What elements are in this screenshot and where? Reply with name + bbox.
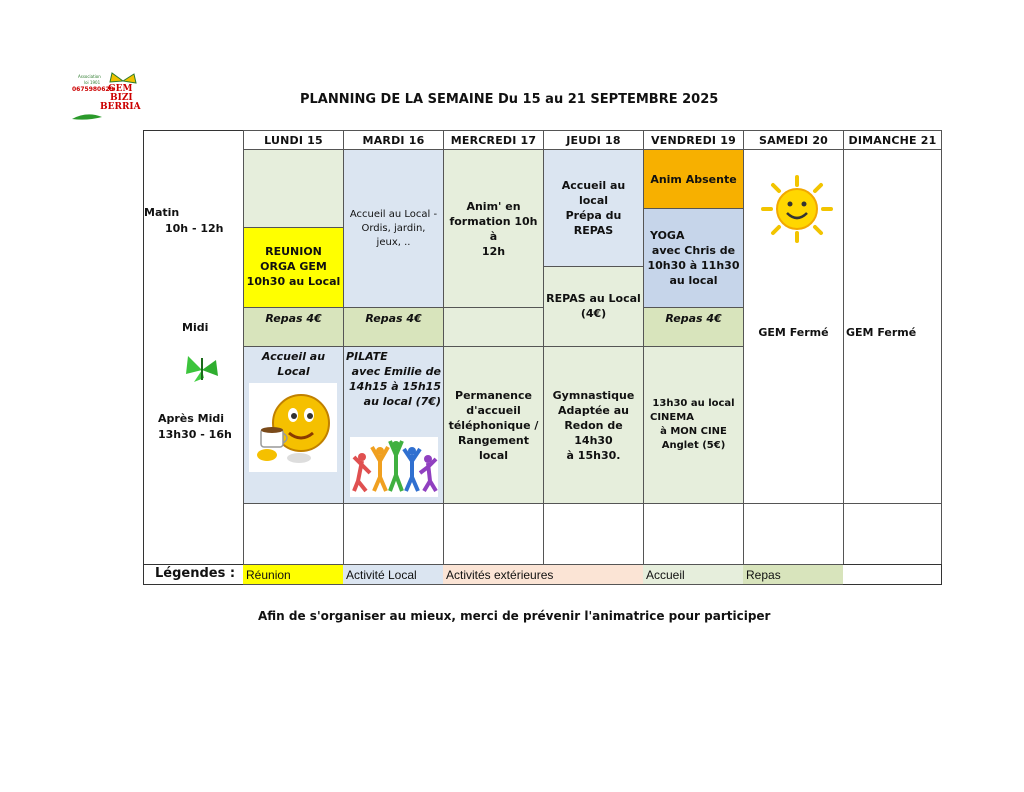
matin-hours: 10h - 12h	[165, 222, 224, 235]
mardi-apres-line2: avec Emilie de	[351, 365, 441, 378]
mardi-apres-line3: 14h15 à 15h15	[349, 380, 441, 393]
label-column	[143, 130, 244, 565]
mardi-apres-line1: PILATE	[346, 350, 388, 363]
legend-reunion: Réunion	[243, 564, 344, 585]
vendredi-apres-line3: à MON CINE	[660, 426, 727, 437]
dimanche-ferme: GEM Fermé	[846, 326, 917, 339]
lundi-reunion-line2: ORGA GEM	[260, 260, 327, 273]
jeudi-apres-line4: à 15h30.	[566, 448, 621, 462]
vendredi-repas: Repas 4€	[643, 307, 744, 347]
apres-midi-hours: 13h30 - 16h	[158, 428, 232, 441]
vendredi-yoga-line4: au local	[669, 274, 718, 287]
logo-berria: BERRIA	[100, 102, 141, 112]
smiley-coffee-icon	[249, 383, 337, 472]
jeudi-apres	[543, 346, 644, 504]
legend-activite-local: Activité Local	[343, 564, 444, 585]
legend-accueil: Accueil	[643, 564, 744, 585]
footer-note: Afin de s'organiser au mieux, merci de prévenir l'animatrice pour participer	[258, 609, 771, 623]
logo-phone: 0675980629	[72, 86, 114, 93]
header-vendredi: VENDREDI 19	[643, 130, 744, 150]
vendredi-soir-empty	[643, 503, 744, 565]
mardi-matin-line1: Accueil au Local -	[349, 208, 438, 220]
logo	[70, 72, 142, 122]
header-mercredi: MERCREDI 17	[443, 130, 544, 150]
mardi-matin	[343, 149, 444, 308]
jeudi-repas-line2: (4€)	[580, 307, 607, 320]
lundi-reunion-line1: REUNION	[265, 245, 322, 258]
vendredi-yoga-line1: YOGA	[650, 229, 685, 242]
header-lundi: LUNDI 15	[243, 130, 344, 150]
yoga-silhouettes-icon	[350, 437, 438, 497]
mardi-matin-line3: jeux, ..	[376, 236, 411, 248]
samedi-soir-empty	[743, 503, 844, 565]
midi-label: Midi	[182, 321, 209, 334]
dimanche-soir-empty	[843, 503, 942, 565]
vendredi-yoga-line2: avec Chris de	[651, 244, 736, 257]
lundi-apres-text: Accueil au Local	[261, 350, 326, 378]
mercredi-matin-line3: 12h	[481, 244, 506, 258]
mercredi-apres	[443, 346, 544, 504]
dimanche-column	[843, 149, 942, 504]
jeudi-apres-line2: Adaptée au	[558, 403, 629, 417]
butterfly-icon	[182, 352, 222, 388]
mercredi-soir-empty	[443, 503, 544, 565]
header-dimanche: DIMANCHE 21	[843, 130, 942, 150]
lundi-reunion-line3: 10h30 au Local	[246, 275, 341, 288]
mercredi-apres-line2: d'accueil	[466, 403, 521, 417]
mercredi-apres-line4: Rangement local	[457, 433, 530, 462]
lundi-reunion	[243, 227, 344, 308]
apres-midi-label: Après Midi	[158, 412, 225, 425]
vendredi-anim-text: Anim Absente	[650, 173, 737, 186]
vendredi-apres-line4: Anglet (5€)	[661, 440, 726, 451]
header-mardi: MARDI 16	[343, 130, 444, 150]
matin-label: Matin	[144, 206, 180, 219]
jeudi-repas	[543, 266, 644, 347]
logo-loi: loi 1901	[84, 80, 101, 85]
mercredi-apres-line3: téléphonique /	[448, 418, 539, 432]
sun-icon	[761, 175, 833, 247]
header-samedi: SAMEDI 20	[743, 130, 844, 150]
mardi-matin-line2: Ordis, jardin,	[361, 222, 426, 234]
vendredi-yoga-line3: 10h30 à 11h30	[647, 259, 740, 272]
lundi-soir-empty	[243, 503, 344, 565]
vendredi-yoga	[643, 208, 744, 308]
logo-bizi: BIZI	[110, 93, 133, 103]
jeudi-matin-line1: Accueil au local	[561, 179, 626, 207]
logo-gem: GEM	[108, 84, 133, 94]
jeudi-apres-line3: Redon de 14h30	[564, 418, 623, 447]
mercredi-midi-empty	[443, 307, 544, 347]
logo-association: Association	[78, 74, 101, 79]
mardi-soir-empty	[343, 503, 444, 565]
jeudi-matin	[543, 149, 644, 267]
legend-label: Légendes :	[155, 566, 236, 581]
samedi-ferme: GEM Fermé	[758, 326, 829, 339]
vendredi-apres-line1: 13h30 au local	[652, 398, 735, 409]
mardi-repas: Repas 4€	[343, 307, 444, 347]
mercredi-apres-line1: Permanence	[455, 388, 532, 402]
jeudi-soir-empty	[543, 503, 644, 565]
header-jeudi: JEUDI 18	[543, 130, 644, 150]
mercredi-matin-line2: formation 10h à	[449, 214, 538, 243]
vendredi-anim-absente	[643, 149, 744, 209]
jeudi-matin-line2: Prépa du REPAS	[565, 209, 622, 237]
mercredi-matin-line1: Anim' en	[466, 199, 521, 213]
vendredi-apres	[643, 346, 744, 504]
jeudi-apres-line1: Gymnastique	[552, 388, 635, 402]
logo-leaf-icon	[72, 106, 102, 125]
lundi-repas: Repas 4€	[243, 307, 344, 347]
lundi-matin-empty	[243, 149, 344, 228]
vendredi-apres-line2: CINEMA	[650, 412, 694, 423]
mercredi-matin	[443, 149, 544, 308]
page-title: PLANNING DE LA SEMAINE Du 15 au 21 SEPTEMBRE 2025	[300, 92, 719, 107]
legend-repas: Repas	[743, 564, 843, 585]
mardi-apres-line4: au local (7€)	[363, 395, 441, 408]
legend-activites-exterieures: Activités extérieures	[443, 564, 644, 585]
jeudi-repas-line1: REPAS au Local	[546, 292, 641, 305]
